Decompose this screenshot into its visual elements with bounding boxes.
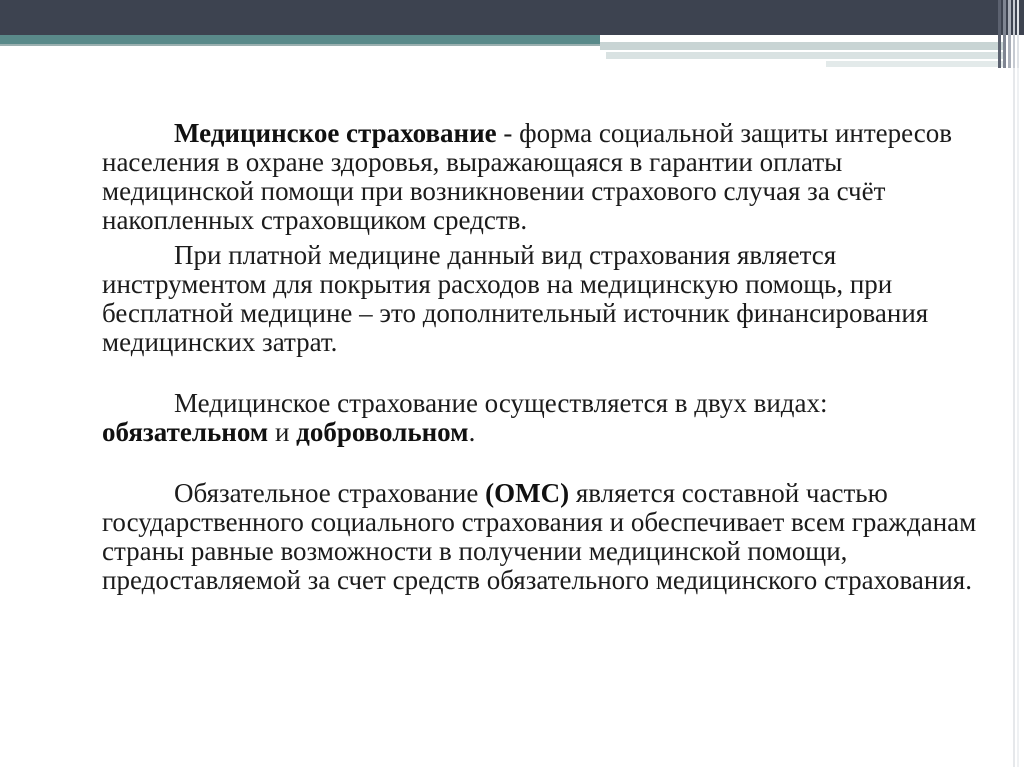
- type-mandatory: обязательном: [102, 417, 269, 447]
- types-text: Медицинское страхование осуществляется в двух видах:: [174, 388, 828, 418]
- corner-bar-2: [1003, 0, 1006, 68]
- oms-rest: является составной частью государственного социального страхования и обеспечивает всем гражданам страны равные возможности в получении медицинской помощи, предоставляемой за счет средств обязательного медицинского страхования.: [102, 478, 977, 595]
- right-edge-line-1: [1013, 68, 1015, 767]
- header-light-stripe-2: [606, 52, 1006, 59]
- paragraph-paid-free: При платной медицине данный вид страхования является инструментом для покрытия расходов на медицинскую помощь, при бесплатной медицине – это дополнительный источник финансирования медицинских затрат.: [102, 240, 929, 357]
- header-light-stripe-1: [600, 42, 1005, 50]
- paragraph-types: [102, 389, 982, 447]
- header-accent-stripe: [0, 35, 600, 44]
- type-voluntary: добровольном: [296, 417, 469, 447]
- corner-bar-1: [998, 0, 1001, 68]
- paragraph-definition: [102, 119, 982, 235]
- slide-body: [102, 119, 982, 595]
- corner-bar-5: [1017, 0, 1019, 68]
- corner-bar-4: [1013, 0, 1015, 68]
- header-light-stripe-3: [826, 61, 1006, 67]
- oms-abbrev: (ОМС): [485, 478, 570, 508]
- corner-bar-3: [1008, 0, 1011, 68]
- header-bar: [0, 0, 1024, 35]
- types-conjunction: и: [268, 417, 297, 447]
- definition-text: - форма социальной защиты интересов населения в охране здоровья, выражающаяся в гарантии оплаты медицинской помощи при возникновении страхового случая за счёт накопленных страховщиком средств.: [102, 118, 953, 235]
- oms-text: Обязательное страхование: [174, 478, 486, 508]
- paragraph-oms: [102, 479, 982, 595]
- right-edge-line-2: [1017, 68, 1019, 767]
- header-accent-line: [0, 44, 600, 46]
- term-medical-insurance: Медицинское страхование: [174, 118, 497, 148]
- types-end: .: [468, 417, 476, 447]
